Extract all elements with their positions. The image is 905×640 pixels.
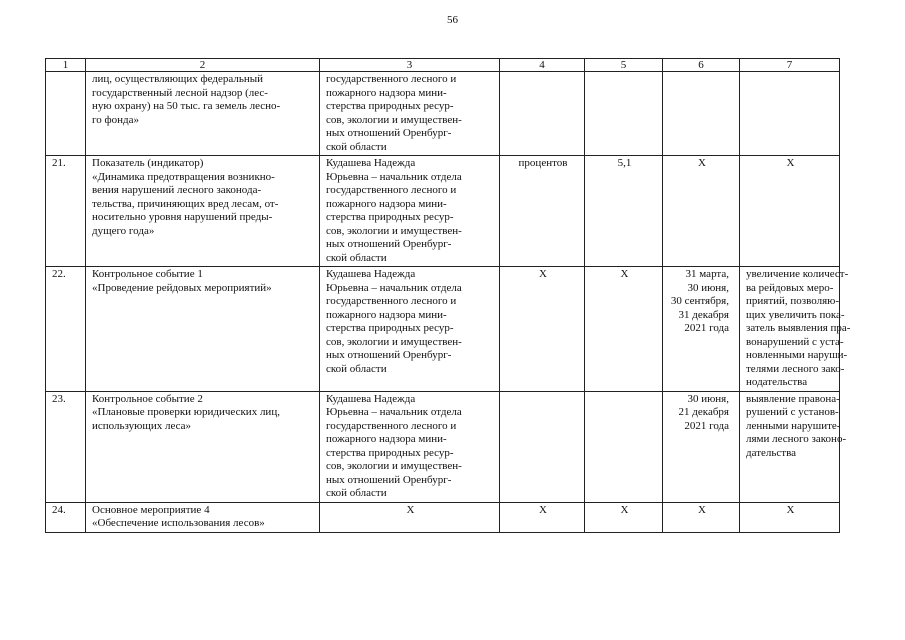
cell-text-line: «Плановые проверки юридических лиц, — [92, 406, 280, 418]
responsible-cell — [320, 72, 500, 156]
cell-text-line: стерства природных ресур- — [326, 211, 454, 223]
cell-text-line: выявление правона- — [746, 392, 840, 405]
cell-text-line: ской области — [326, 251, 387, 264]
row-number-cell — [46, 72, 86, 156]
value-cell — [585, 391, 663, 502]
cell-text-line: использующих леса» — [92, 419, 191, 432]
unit-cell: процентов — [500, 156, 585, 267]
cell-text-line: государственного лесного и — [326, 73, 457, 85]
cell-text-line: дательства — [746, 446, 797, 459]
cell-text-line: государственного лесного и — [326, 295, 457, 307]
cell-text-line: щих увеличить пока- — [746, 308, 845, 321]
cell-text-line: 31 марта, — [685, 268, 729, 280]
cell-text-line: Контрольное событие 1 — [92, 268, 203, 280]
deadline-cell — [663, 391, 740, 502]
cell-text-line: ва рейдовых меро- — [746, 281, 834, 294]
cell-text-line: ных отношений Оренбург- — [326, 238, 452, 250]
cell-text-line: телями лесного зако- — [746, 362, 845, 375]
cell-text-line: сов, экологии и имуществен- — [326, 113, 462, 126]
description-cell — [86, 391, 320, 502]
cell-text-line: тельства, причиняющих вред лесам, от- — [92, 197, 279, 210]
unit-cell — [500, 72, 585, 156]
cell-text-line: ской области — [326, 362, 387, 375]
cell-text-line: государственного лесного и — [326, 419, 457, 432]
cell-text-line: стерства природных ресур- — [326, 100, 454, 112]
cell-text-line: увеличение количест- — [746, 268, 849, 280]
column-header: 4 — [500, 59, 585, 72]
result-cell — [740, 72, 840, 156]
cell-text-line: пожарного надзора мини- — [326, 308, 447, 321]
cell-text-line: сов, экологии и имуществен- — [326, 460, 462, 472]
cell-text-line: Кудашева Надежда — [326, 157, 416, 169]
cell-text-line: 31 декабря — [678, 308, 729, 321]
description-cell — [86, 502, 320, 532]
cell-text-line: сов, экологии и имуществен- — [326, 335, 462, 348]
page-number: 56 — [447, 14, 458, 26]
cell-text-line: государственного лесного и — [326, 184, 457, 196]
table-row — [46, 267, 840, 392]
cell-text-line: «Проведение рейдовых мероприятий» — [92, 281, 272, 294]
deadline-cell — [663, 502, 740, 532]
cell-text-line: Х — [698, 157, 706, 169]
deadline-cell — [663, 72, 740, 156]
column-header: 7 — [740, 59, 840, 72]
cell-text-line: «Динамика предотвращения возникно- — [92, 170, 275, 183]
cell-text-line: 21 декабря — [678, 406, 729, 418]
cell-text-line: Показатель (индикатор) — [92, 157, 204, 169]
cell-text-line: Х — [698, 503, 706, 516]
value-cell — [585, 72, 663, 156]
cell-text-line: ленными нарушите- — [746, 419, 841, 432]
cell-text-line: Кудашева Надежда — [326, 268, 416, 280]
row-number-cell: 21. — [46, 156, 86, 267]
cell-text-line: Контрольное событие 2 — [92, 392, 203, 405]
table-row — [46, 156, 840, 267]
cell-text-line: пожарного надзора мини- — [326, 86, 447, 99]
table-header-row — [46, 59, 840, 72]
cell-text-line: пожарного надзора мини- — [326, 433, 447, 445]
column-header: 6 — [663, 59, 740, 72]
result-cell — [740, 156, 840, 267]
cell-text-line: 2021 года — [684, 419, 729, 432]
table-row — [46, 72, 840, 156]
deadline-cell — [663, 156, 740, 267]
table-row — [46, 502, 840, 532]
cell-text-line: Кудашева Надежда — [326, 392, 416, 405]
value-cell: 5,1 — [585, 156, 663, 267]
responsible-cell — [320, 267, 500, 392]
cell-text-line: лиц, осуществляющих федеральный — [92, 73, 264, 85]
cell-text-line: Х — [786, 503, 795, 516]
row-number-cell: 23. — [46, 391, 86, 502]
row-number-cell: 22. — [46, 267, 86, 392]
deadline-cell — [663, 267, 740, 392]
cell-text-line: сов, экологии и имуществен- — [326, 224, 462, 237]
document-table — [45, 58, 851, 533]
description-cell — [86, 72, 320, 156]
cell-text-line: 2021 года — [684, 322, 729, 334]
result-cell — [740, 391, 847, 502]
cell-text-line: Юрьевна – начальник отдела — [326, 170, 462, 183]
cell-text-line: затель выявления пра- — [746, 322, 851, 334]
value-cell: Х — [585, 267, 663, 392]
cell-text-line: 30 июня, — [687, 392, 729, 405]
result-cell — [740, 502, 840, 532]
cell-text-line: ской области — [326, 487, 387, 499]
cell-text-line: Юрьевна – начальник отдела — [326, 281, 462, 294]
cell-text-line: приятий, позволяю- — [746, 295, 840, 307]
column-header: 3 — [320, 59, 500, 72]
cell-text-line: го фонда» — [92, 113, 139, 126]
cell-text-line: стерства природных ресур- — [326, 322, 454, 334]
cell-text-line: вения нарушений лесного законода- — [92, 184, 262, 196]
cell-text-line: нодательства — [746, 376, 808, 388]
cell-text-line: Юрьевна – начальник отдела — [326, 406, 462, 418]
cell-text-line: Х — [786, 157, 795, 169]
description-cell — [86, 267, 320, 392]
column-header: 2 — [86, 59, 320, 72]
cell-text-line: новленными наруши- — [746, 349, 848, 361]
cell-text-line: ных отношений Оренбург- — [326, 349, 452, 361]
column-header: 1 — [46, 59, 86, 72]
unit-cell — [500, 391, 585, 502]
table-body — [46, 72, 851, 533]
responsible-cell — [320, 391, 500, 502]
row-number-cell: 24. — [46, 502, 86, 532]
cell-text-line: рушений с установ- — [746, 406, 839, 418]
cell-text-line: пожарного надзора мини- — [326, 197, 447, 210]
table-row — [46, 391, 840, 502]
responsible-cell — [320, 156, 500, 267]
description-cell — [86, 156, 320, 267]
cell-text-line: ных отношений Оренбург- — [326, 127, 452, 139]
responsible-cell — [320, 502, 500, 532]
cell-text-line: ных отношений Оренбург- — [326, 473, 452, 486]
cell-text-line: 30 июня, — [687, 281, 729, 294]
cell-text-line: носительно уровня нарушений преды- — [92, 211, 273, 223]
result-cell — [740, 267, 851, 392]
cell-text-line: Х — [406, 503, 415, 516]
cell-text-line: дущего года» — [92, 224, 155, 237]
cell-text-line: государственный лесной надзор (лес- — [92, 86, 268, 99]
unit-cell: Х — [500, 267, 585, 392]
cell-text-line: «Обеспечение использования лесов» — [92, 517, 265, 529]
cell-text-line: стерства природных ресур- — [326, 446, 454, 459]
cell-text-line: лями лесного законо- — [746, 433, 847, 445]
value-cell: Х — [585, 502, 663, 532]
cell-text-line: ную охрану) на 50 тыс. га земель лесно- — [92, 100, 281, 112]
unit-cell: Х — [500, 502, 585, 532]
cell-text-line: 30 сентября, — [670, 295, 729, 307]
column-header: 5 — [585, 59, 663, 72]
cell-text-line: Основное мероприятие 4 — [92, 503, 210, 516]
cell-text-line: вонарушений с уста- — [746, 335, 844, 348]
cell-text-line: ской области — [326, 140, 387, 153]
